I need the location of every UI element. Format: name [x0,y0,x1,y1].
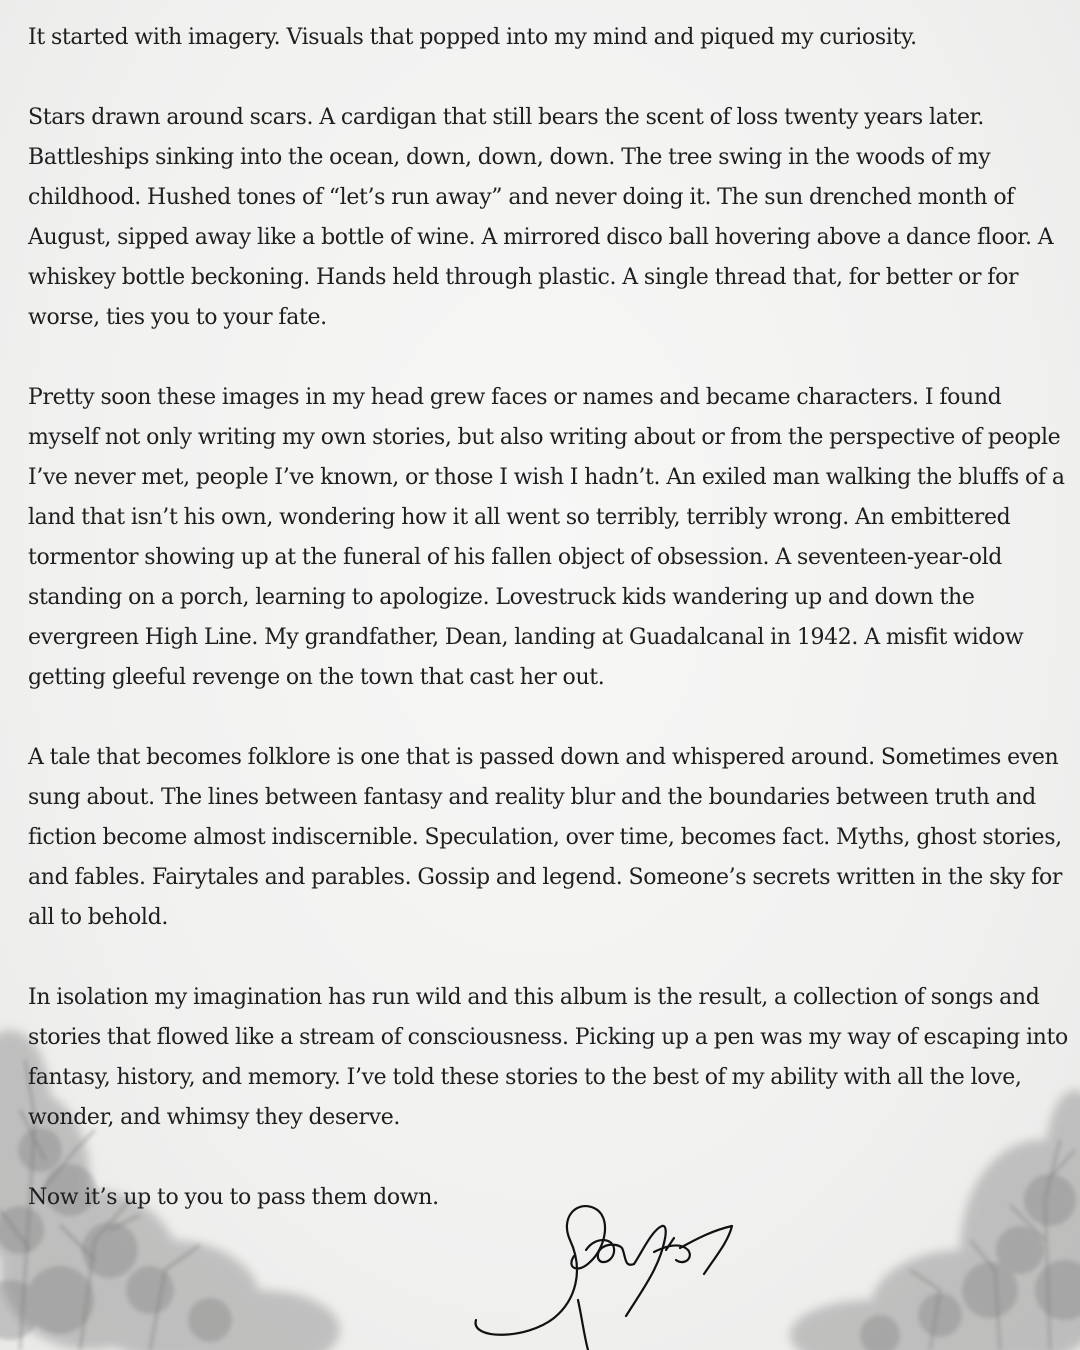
letter-closing-line: Now it’s up to you to pass them down. [28,1185,439,1210]
letter-paragraph-1: It started with imagery. Visuals that popped into my mind and piqued my curiosity. [28,25,917,50]
handwritten-signature [466,1190,756,1350]
letter-paragraph-2: Stars drawn around scars. A cardigan that still bears the scent of loss twenty years later. Battleships sinking into the ocean, down, down, down. The tree swing in the woods of my childhood. Hushed tones of “let’s run away” and never doing it. The sun drenched month of August, sipped away like a bottle of wine. A mirrored disco ball hovering above a dance floor. A whiskey bottle beckoning. Hands held through plastic. A single thread that, for better or for worse, ties you to your fate. [28,105,1054,330]
letter-body [28,18,1068,1218]
letter-paragraph-4: A tale that becomes folklore is one that is passed down and whispered around. Sometimes even sung about. The lines between fantasy and reality blur and the boundaries between truth and fiction become almost indiscernible. Speculation, over time, becomes fact. Myths, ghost stories, and fables. Fairytales and parables. Gossip and legend. Someone’s secrets written in the sky for all to behold. [28,745,1063,930]
letter-paragraph-5: In isolation my imagination has run wild and this album is the result, a collection of songs and stories that flowed like a stream of consciousness. Picking up a pen was my way of escaping into fantasy, history, and memory. I’ve told these stories to the best of my ability with all the love, wonder, and whimsy they deserve. [28,985,1068,1130]
letter-paragraph-3: Pretty soon these images in my head grew faces or names and became characters. I found myself not only writing my own stories, but also writing about or from the perspective of people I’ve never met, people I’ve known, or those I wish I hadn’t. An exiled man walking the bluffs of a land that isn’t his own, wondering how it all went so terribly, terribly wrong. An embittered tormentor showing up at the funeral of his fallen object of obsession. A seventeen-year-old standing on a porch, learning to apologize. Lovestruck kids wandering up and down the evergreen High Line. My grandfather, Dean, landing at Guadalcanal in 1942. A misfit widow getting gleeful revenge on the town that cast her out. [28,385,1065,690]
